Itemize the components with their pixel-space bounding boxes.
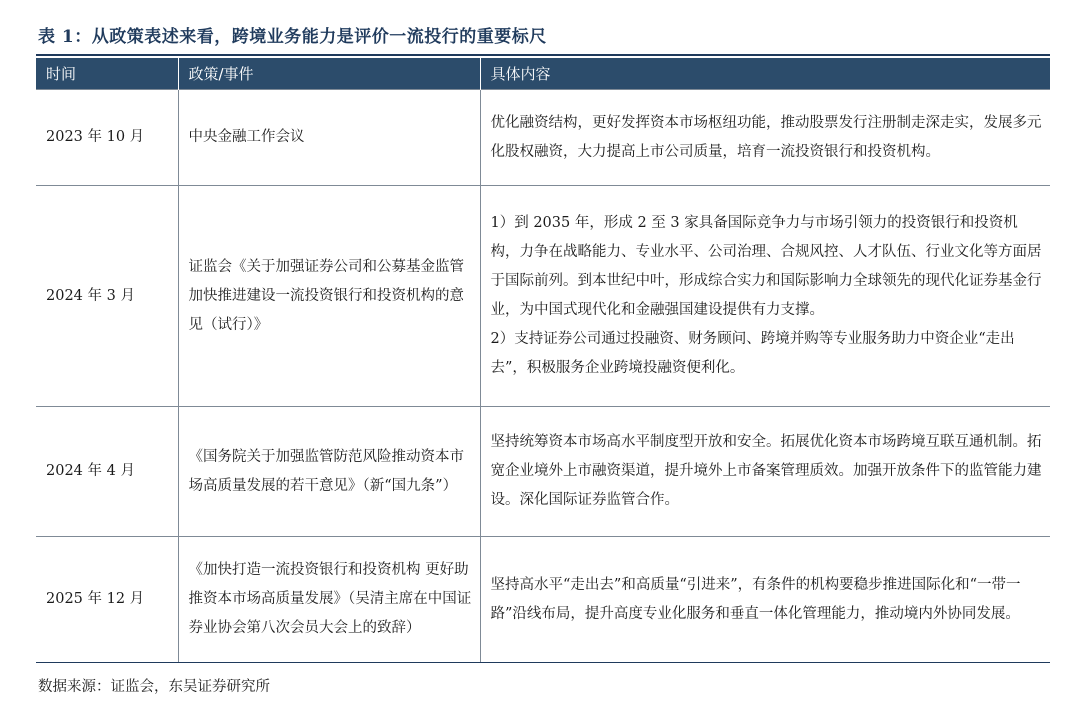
table-header-row [36, 58, 1050, 90]
detail-cell [480, 537, 1050, 663]
detail-paragraph: 2）支持证券公司通过投融资、财务顾问、跨境并购等专业服务助力中资企业“走出去”，积极服务企业跨境投融资便利化。 [490, 331, 1015, 376]
header-time: 时间 [36, 58, 178, 90]
time-cell: 2024 年 4 月 [36, 407, 178, 537]
policy-table [36, 58, 1050, 663]
header-detail: 具体内容 [480, 58, 1050, 90]
time-cell: 2025 年 12 月 [36, 537, 178, 663]
table-row [36, 186, 1050, 407]
detail-cell [480, 407, 1050, 537]
detail-paragraph: 1）到 2035 年，形成 2 至 3 家具备国际竞争力与市场引领力的投资银行和投资机构，力争在战略能力、专业水平、公司治理、合规风控、人才队伍、行业文化等方面居于国际前列。到本世纪中叶，形成综合实力和国际影响力全球领先的现代化证券基金行业，为中国式现代化和金融强国建设提供有力支撑。 [490, 215, 1042, 318]
detail-paragraph: 优化融资结构，更好发挥资本市场枢纽功能，推动股票发行注册制走深走实，发展多元化股权融资，大力提高上市公司质量，培育一流投资银行和投资机构。 [490, 114, 1042, 160]
event-cell: 证监会《关于加强证券公司和公募基金监管加快推进建设一流投资银行和投资机构的意见（试行）》 [178, 186, 480, 407]
detail-paragraph: 坚持统筹资本市场高水平制度型开放和安全。拓展优化资本市场跨境互联互通机制。拓宽企业境外上市融资渠道，提升境外上市备案管理质效。加强开放条件下的监管能力建设。深化国际证券监管合作。 [490, 434, 1042, 508]
time-cell: 2023 年 10 月 [36, 90, 178, 186]
title-rule [36, 54, 1050, 56]
detail-cell [480, 186, 1050, 407]
table-row [36, 537, 1050, 663]
detail-cell [480, 90, 1050, 186]
table-row [36, 407, 1050, 537]
detail-paragraph: 坚持高水平“走出去”和高质量“引进来”，有条件的机构要稳步推进国际化和“一带一路”沿线布局，提升高度专业化服务和垂直一体化管理能力，推动境内外协同发展。 [490, 576, 1021, 622]
table-title: 表 1：从政策表述来看，跨境业务能力是评价一流投行的重要标尺 [38, 27, 547, 47]
table-row [36, 90, 1050, 186]
source-note: 数据来源：证监会，东吴证券研究所 [38, 679, 270, 695]
event-cell: 《国务院关于加强监管防范风险推动资本市场高质量发展的若干意见》（新“国九条”） [178, 407, 480, 537]
event-cell: 中央金融工作会议 [178, 90, 480, 186]
time-cell: 2024 年 3 月 [36, 186, 178, 407]
event-cell: 《加快打造一流投资银行和投资机构 更好助推资本市场高质量发展》（吴清主席在中国证券业协会第八次会员大会上的致辞） [178, 537, 480, 663]
header-event: 政策/事件 [178, 58, 480, 90]
